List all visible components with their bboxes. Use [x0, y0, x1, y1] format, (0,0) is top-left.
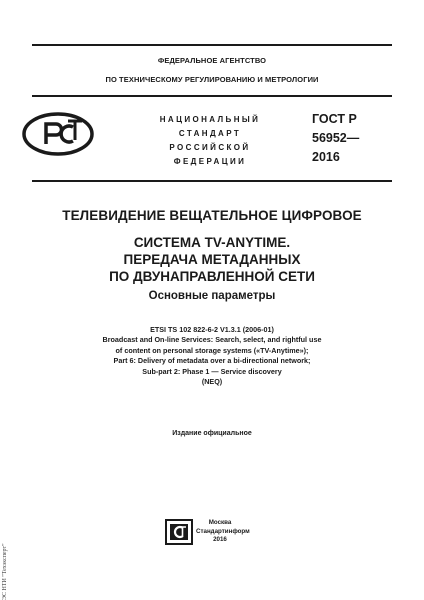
gost-line-2: 56952— — [312, 131, 360, 145]
system-title-line-3: ПО ДВУНАПРАВЛЕННОЙ СЕТИ — [109, 269, 315, 284]
english-line-5: Sub-part 2: Phase 1 — Service discovery — [142, 366, 282, 376]
top-rule — [32, 44, 392, 46]
side-watermark-note: ЭС НТИ "Техэксперт" — [2, 543, 8, 600]
publisher-name: Стандартинформ — [196, 527, 250, 535]
publisher-year: 2016 — [213, 536, 227, 543]
system-title-block — [20, 234, 404, 285]
rst-emblem-icon — [22, 112, 94, 156]
main-title: ТЕЛЕВИДЕНИЕ ВЕЩАТЕЛЬНОЕ ЦИФРОВОЕ — [62, 208, 362, 223]
gost-line-1: ГОСТ Р — [312, 112, 357, 126]
header-rule — [32, 95, 392, 97]
national-line-4: ФЕДЕРАЦИИ — [173, 157, 247, 166]
national-line-2: СТАНДАРТ — [178, 129, 242, 138]
standartinform-logo-icon — [165, 519, 193, 545]
system-title-line-1: СИСТЕМА TV-ANYTIME. — [133, 235, 291, 250]
gost-number-block — [312, 110, 359, 167]
english-line-6: (NEQ) — [201, 377, 223, 387]
gost-line-3: 2016 — [312, 150, 340, 164]
english-reference-block — [40, 325, 384, 387]
english-line-1: ETSI TS 102 822-6-2 V1.3.1 (2006-01) — [150, 325, 274, 334]
national-standard-block — [150, 113, 270, 169]
agency-line-1: ФЕДЕРАЛЬНОЕ АГЕНТСТВО — [157, 56, 267, 65]
english-line-3: of content on personal storage systems («TV-Anytime»); — [115, 345, 309, 355]
publisher-city: Москва — [208, 519, 232, 526]
middle-rule — [32, 180, 392, 182]
publisher-block — [196, 519, 250, 545]
system-title-line-2: ПЕРЕДАЧА МЕТАДАННЫХ — [123, 252, 301, 267]
english-line-4: Part 6: Delivery of metadata over a bi-directional network; — [113, 356, 311, 366]
official-edition-label: Издание официальное — [172, 430, 252, 437]
english-line-2: Broadcast and On-line Services: Search, select, and rightful use — [102, 335, 322, 345]
agency-line-2: ПО ТЕХНИЧЕСКОМУ РЕГУЛИРОВАНИЮ И МЕТРОЛОГИИ — [105, 75, 319, 84]
subtitle: Основные параметры — [148, 290, 276, 302]
national-line-3: РОССИЙСКОЙ — [169, 143, 251, 152]
national-line-1: НАЦИОНАЛЬНЫЙ — [159, 115, 261, 124]
